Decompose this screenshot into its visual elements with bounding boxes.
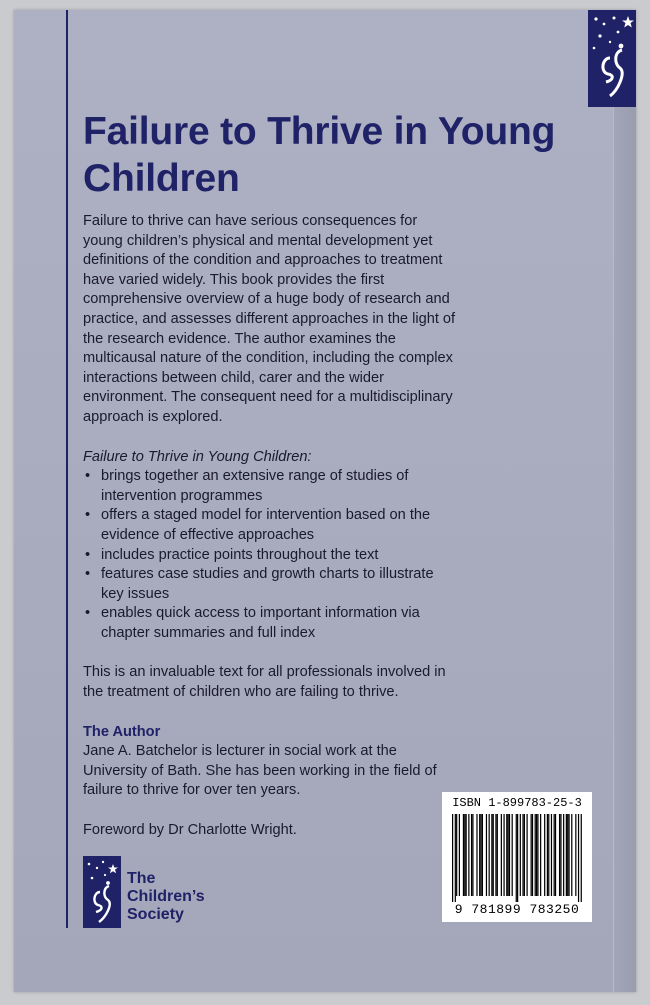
barcode-bar (537, 814, 538, 896)
barcode-bar (506, 814, 507, 896)
list-item: • enables quick access to important information via chapter summaries and full index (83, 604, 458, 643)
barcode-bar (508, 814, 509, 896)
barcode-bar (544, 814, 545, 896)
list-item: • features case studies and growth charts to illustrate key issues (83, 565, 458, 604)
barcode-bar (463, 814, 464, 896)
childrens-society-logo-icon (83, 856, 121, 928)
barcode-bar (563, 814, 564, 896)
author-bio: Jane A. Batchelor is lecturer in social work at the University of Bath. She has been working in the field of failure to thrive for over ten years. (83, 743, 437, 799)
barcode-bar (551, 814, 552, 896)
barcode-bar (452, 814, 453, 902)
barcode-bar (567, 814, 568, 896)
barcode-bar (491, 814, 492, 896)
barcode-bar (480, 814, 481, 896)
audience-statement: This is an invaluable text for all professionals involved in the treatment of children who are failing to thrive. (83, 664, 446, 701)
star-cluster-icon (588, 10, 636, 107)
barcode-bar (476, 814, 477, 896)
barcode-bar (536, 814, 537, 896)
barcode-bar (466, 814, 467, 896)
barcode-bar (578, 814, 579, 902)
publisher-name-line: The (127, 870, 156, 887)
barcode-bar (471, 814, 472, 896)
barcode-bar (581, 814, 582, 902)
barcode-icon (452, 814, 582, 902)
barcode-bar (560, 814, 561, 896)
publisher-name (127, 870, 205, 924)
barcode-bar (503, 814, 504, 896)
isbn-barcode (442, 792, 592, 922)
barcode-bar (455, 814, 456, 902)
barcode-bar (482, 814, 483, 896)
features-intro: Failure to Thrive in Young Children: (83, 448, 312, 465)
barcode-bar (559, 814, 560, 896)
barcode-bar (459, 814, 460, 896)
barcode-bar (509, 814, 510, 896)
barcode-bar (512, 814, 513, 896)
cover-text (83, 212, 458, 841)
left-vertical-rule (66, 10, 68, 928)
list-item: • includes practice points throughout the text (83, 546, 458, 566)
barcode-bar (468, 814, 469, 896)
barcode-bar (547, 814, 548, 896)
barcode-bar (531, 814, 532, 896)
barcode-bar (520, 814, 521, 896)
barcode-bar (540, 814, 541, 896)
barcode-bar (566, 814, 567, 896)
list-item: • offers a staged model for intervention based on the evidence of effective approaches (83, 506, 458, 545)
barcode-bar (486, 814, 487, 896)
barcode-bar (464, 814, 465, 896)
barcode-bar (575, 814, 576, 896)
barcode-bar (535, 814, 536, 896)
book-back-cover (14, 10, 636, 992)
publisher-logo (83, 856, 233, 928)
barcode-bar (568, 814, 569, 896)
barcode-bar (532, 814, 533, 896)
barcode-bar (548, 814, 549, 896)
features-list (83, 467, 458, 643)
barcode-bar (497, 814, 498, 896)
barcode-bar (522, 814, 523, 896)
barcode-bar (517, 814, 518, 902)
barcode-bar (526, 814, 527, 896)
author-heading: The Author (83, 723, 161, 740)
barcode-bar (516, 814, 517, 902)
foreword-credit: Foreword by Dr Charlotte Wright. (83, 822, 297, 839)
barcode-number: 9 781899 783250 (454, 902, 580, 917)
isbn-label: ISBN 1-899783-25-3 (452, 796, 582, 810)
barcode-bar (554, 814, 555, 896)
barcode-bar (501, 814, 502, 896)
barcode-bar (524, 814, 525, 896)
list-item: • brings together an extensive range of studies of intervention programmes (83, 467, 458, 506)
barcode-bar (489, 814, 490, 896)
publisher-name-line: Society (127, 906, 184, 923)
book-description: Failure to thrive can have serious consequences for young children’s physical and mental development yet definitions of the condition and approaches to treatment have varied widely. This book provides the first comprehensive overview of a huge body of research and practice, and assesses different approaches in the light of the research evidence. The author examines the multicausal nature of the condition, including the complex interactions between child, carer and the wider environment. The consequent need for a multidisciplinary approach is explored. (83, 213, 456, 425)
book-title: Failure to Thrive in Young Children (83, 110, 556, 200)
publisher-name-line: Children’s (127, 888, 205, 905)
barcode-bar (479, 814, 480, 896)
barcode-bar (456, 814, 457, 896)
corner-logo-icon (588, 10, 636, 107)
barcode-bar (571, 814, 572, 896)
spine-edge (613, 10, 636, 992)
barcode-bar (472, 814, 473, 896)
barcode-bar (495, 814, 496, 896)
barcode-bar (555, 814, 556, 896)
barcode-bar (493, 814, 494, 896)
